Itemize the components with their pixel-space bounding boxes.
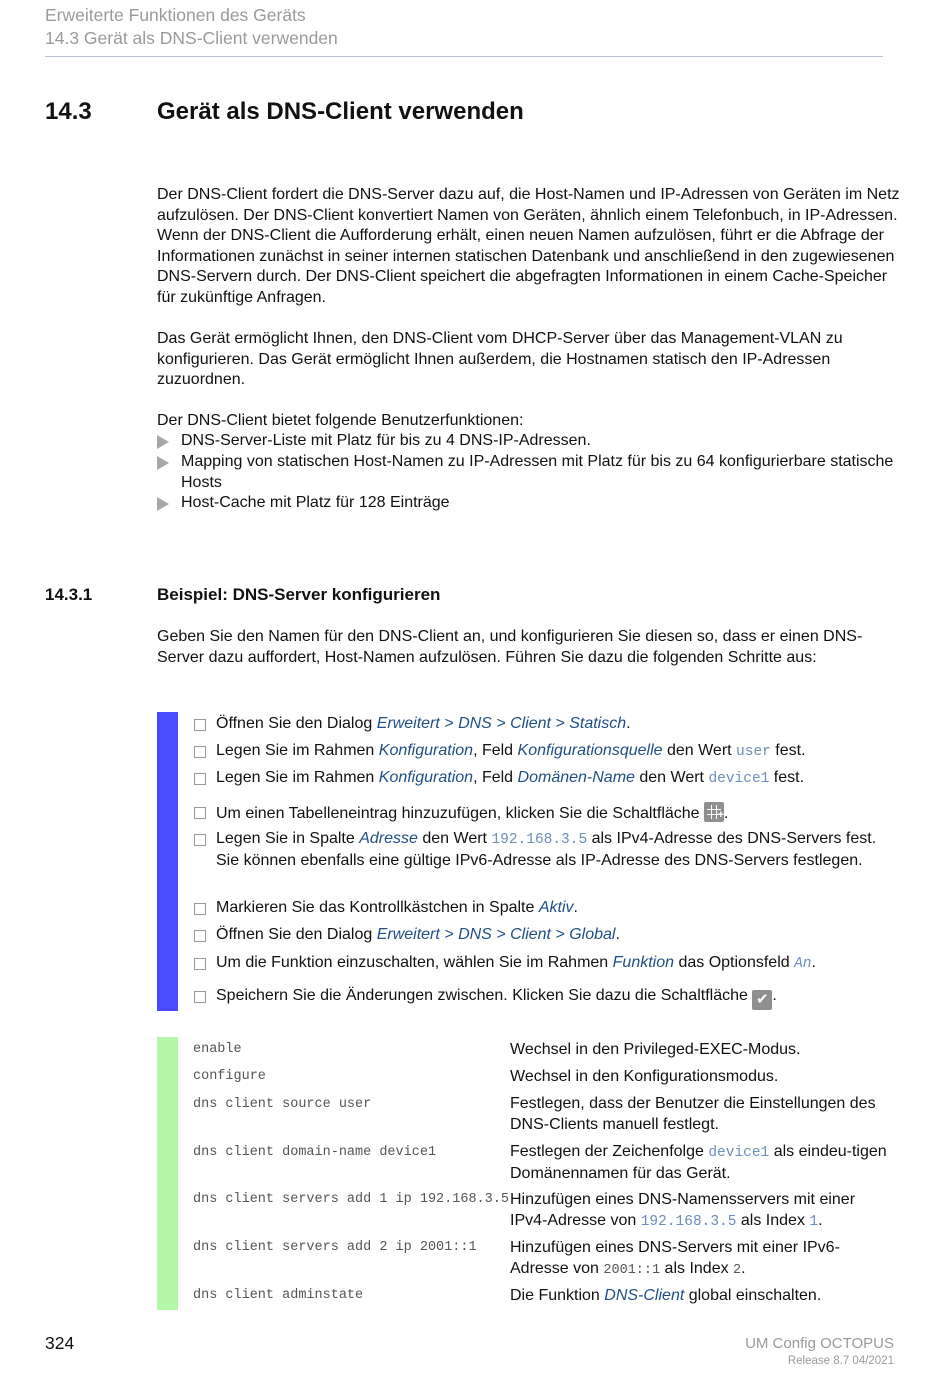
step-text: . <box>573 899 578 916</box>
frame-name: Funktion <box>612 954 675 971</box>
cli-description <box>510 1286 890 1307</box>
cli-description-text: . <box>741 1259 746 1277</box>
cli-description-text: als Index <box>736 1211 810 1229</box>
section-title: Gerät als DNS-Client verwenden <box>157 98 524 125</box>
cli-description: Festlegen, dass der Benutzer die Einstellungen des DNS-Clients manuell festlegt. <box>510 1095 876 1133</box>
step-text: Öffnen Sie den Dialog <box>216 715 377 732</box>
step-text: Legen Sie in Spalte <box>216 830 360 847</box>
page-number: 324 <box>45 1333 75 1353</box>
step-item <box>193 898 893 919</box>
dialog-path-link: Erweitert > DNS > Client > Global <box>376 926 616 943</box>
step-text: Legen Sie im Rahmen <box>216 769 379 786</box>
step-checkbox-icon <box>194 773 206 785</box>
cli-description: Wechsel in den Konfigurationsmodus. <box>510 1068 779 1085</box>
step-checkbox-icon <box>194 903 206 915</box>
value-code: 1 <box>809 1213 819 1230</box>
value-code: 192.168.3.5 <box>640 1213 737 1230</box>
option-name: An <box>794 956 812 972</box>
step-item <box>193 802 893 825</box>
value-code: 2 <box>733 1262 742 1278</box>
column-name: Aktiv <box>538 899 574 916</box>
bullet-triangle-icon <box>157 456 169 470</box>
bullet-triangle-icon <box>157 497 169 511</box>
bullet-triangle-icon <box>157 435 169 449</box>
value-code: 2001::1 <box>603 1262 661 1278</box>
cli-command: dns client source user <box>193 1097 372 1112</box>
step-item <box>193 953 893 975</box>
value-code: device1 <box>708 771 770 787</box>
cli-description-text: Hinzufügen eines DNS-Namensservers mit einer IPv4-Adresse von <box>510 1191 856 1229</box>
cli-command: dns client domain-name device1 <box>193 1145 437 1160</box>
value-code: user <box>736 744 771 760</box>
header-divider <box>45 56 883 57</box>
intro-paragraph-2: Das Gerät ermöglicht Ihnen, den DNS-Client vom DHCP-Server über das Management-VLAN zu konfigurieren. Das Gerät ermöglicht Ihnen außerdem, die Hostnamen statisch den IP-Adressen zuzuordnen. <box>157 330 843 388</box>
step-checkbox-icon <box>194 807 206 819</box>
step-text: den Wert <box>417 830 492 847</box>
cli-description-text: . <box>818 1211 823 1229</box>
cli-command: dns client adminstate <box>193 1288 364 1303</box>
step-text: Um einen Tabelleneintrag hinzuzufügen, klicken Sie die Schaltfläche <box>216 805 705 822</box>
cli-command: dns client servers add 1 ip 192.168.3.5 <box>193 1192 509 1207</box>
step-text: Legen Sie im Rahmen <box>216 742 379 759</box>
field-name: Domänen-Name <box>517 769 635 786</box>
step-text: . <box>615 926 620 943</box>
step-checkbox-icon <box>194 746 206 758</box>
step-item <box>193 829 893 871</box>
frame-name: Konfiguration <box>378 742 474 759</box>
step-text: Speichern Sie die Änderungen zwischen. Klicken Sie dazu die Schaltfläche <box>216 987 753 1004</box>
step-text: das Optionsfeld <box>674 954 795 971</box>
step-text: Markieren Sie das Kontrollkästchen in Spalte <box>216 899 539 916</box>
step-text: . <box>811 954 816 971</box>
cli-description <box>510 1190 890 1232</box>
cli-description <box>510 1238 890 1281</box>
step-text: , Feld <box>473 742 518 759</box>
cli-description: Wechsel in den Privileged-EXEC-Modus. <box>510 1041 801 1058</box>
step-checkbox-icon <box>194 834 206 846</box>
step-checkbox-icon <box>194 958 206 970</box>
step-item <box>193 925 893 946</box>
frame-name: Konfiguration <box>378 769 474 786</box>
step-text: fest. <box>769 769 805 786</box>
footer-release: Release 8.7 04/2021 <box>787 1355 894 1367</box>
step-checkbox-icon <box>194 991 206 1003</box>
step-text: . <box>724 805 729 822</box>
section-number: 14.3 <box>45 98 92 125</box>
running-header-section: 14.3 Gerät als DNS-Client verwenden <box>45 28 338 48</box>
cli-description-text: Die Funktion <box>510 1287 605 1304</box>
list-item <box>157 452 902 493</box>
cli-description <box>510 1142 890 1184</box>
subsection-title: Beispiel: DNS-Server konfigurieren <box>157 585 441 604</box>
subsection-intro: Geben Sie den Namen für den DNS-Client an, und konfigurieren Sie diesen so, dass er einen DNS-Server dazu auffordert, Host-Namen aufzulösen. Führen Sie dazu die folgenden Schritte aus: <box>157 628 863 666</box>
list-item <box>157 493 902 514</box>
list-item-text: Host-Cache mit Platz für 128 Einträge <box>181 494 450 511</box>
step-item <box>193 986 893 1010</box>
value-code: device1 <box>708 1145 770 1161</box>
field-name: Konfigurationsquelle <box>517 742 663 759</box>
step-text: . <box>626 715 631 732</box>
list-item-text: Mapping von statischen Host-Namen zu IP-Adressen mit Platz für bis zu 64 konfigurierbare statische Hosts <box>181 453 894 491</box>
intro-paragraph-3: Der DNS-Client bietet folgende Benutzerfunktionen: <box>157 412 524 429</box>
step-text: als IPv4-Adresse des DNS-Servers fest. Sie können ebenfalls eine gültige IPv6-Adresse als IP-Adresse des DNS-Servers festlegen. <box>216 830 877 869</box>
cli-description-text: Hinzufügen eines DNS-Servers mit einer IPv6-Adresse von <box>510 1239 840 1277</box>
cli-command: enable <box>193 1042 242 1057</box>
list-item <box>157 431 902 452</box>
cli-accent-bar <box>157 1037 178 1310</box>
cli-command: dns client servers add 2 ip 2001::1 <box>193 1240 477 1255</box>
value-code: 192.168.3.5 <box>491 832 588 848</box>
footer-doc-title: UM Config OCTOPUS <box>745 1335 894 1352</box>
step-item <box>193 714 893 735</box>
running-header-chapter: Erweiterte Funktionen des Geräts <box>45 5 306 25</box>
step-checkbox-icon <box>194 719 206 731</box>
subsection-number: 14.3.1 <box>45 585 93 604</box>
cli-description-text: als Index <box>660 1259 734 1277</box>
function-name: DNS-Client <box>604 1287 685 1304</box>
table-add-icon[interactable] <box>704 802 724 822</box>
step-checkbox-icon <box>194 930 206 942</box>
step-text: fest. <box>770 742 806 759</box>
checkmark-icon[interactable]: ✔ <box>752 990 772 1010</box>
step-item <box>193 768 893 790</box>
step-text: den Wert <box>662 742 737 759</box>
cli-description-text: global einschalten. <box>684 1287 822 1304</box>
step-text: , Feld <box>473 769 518 786</box>
list-item-text: DNS-Server-Liste mit Platz für bis zu 4 DNS-IP-Adressen. <box>181 432 591 449</box>
column-name: Adresse <box>359 830 418 847</box>
step-text: . <box>772 987 777 1004</box>
cli-description-text: Festlegen der Zeichenfolge <box>510 1143 709 1160</box>
cli-command: configure <box>193 1069 266 1084</box>
dialog-path-link: Erweitert > DNS > Client > Statisch <box>376 715 627 732</box>
step-text: Öffnen Sie den Dialog <box>216 926 377 943</box>
step-item <box>193 741 893 763</box>
cli-description-text: als eindeu-tigen Domänennamen für das Gerät. <box>510 1143 887 1182</box>
step-text: Um die Funktion einzuschalten, wählen Sie im Rahmen <box>216 954 613 971</box>
intro-paragraph-1: Der DNS-Client fordert die DNS-Server dazu auf, die Host-Namen und IP-Adressen von Geräten im Netz aufzulösen. Der DNS-Client konvertiert Namen von Geräten, ähnlich einem Telefonbuch, in IP-Adressen. Wenn der DNS-Client die Aufforderung erhält, einen neuen Namen aufzulösen, führt er die Abfrage der Informationen zunächst in seiner internen statischen Datenbank und anschließend in den zugewiesenen DNS-Servern durch. Der DNS-Client speichert die abgefragten Informationen in einem Cache-Speicher für zukünftige Anfragen. <box>157 186 900 306</box>
step-text: den Wert <box>634 769 709 786</box>
steps-accent-bar <box>157 712 178 1011</box>
